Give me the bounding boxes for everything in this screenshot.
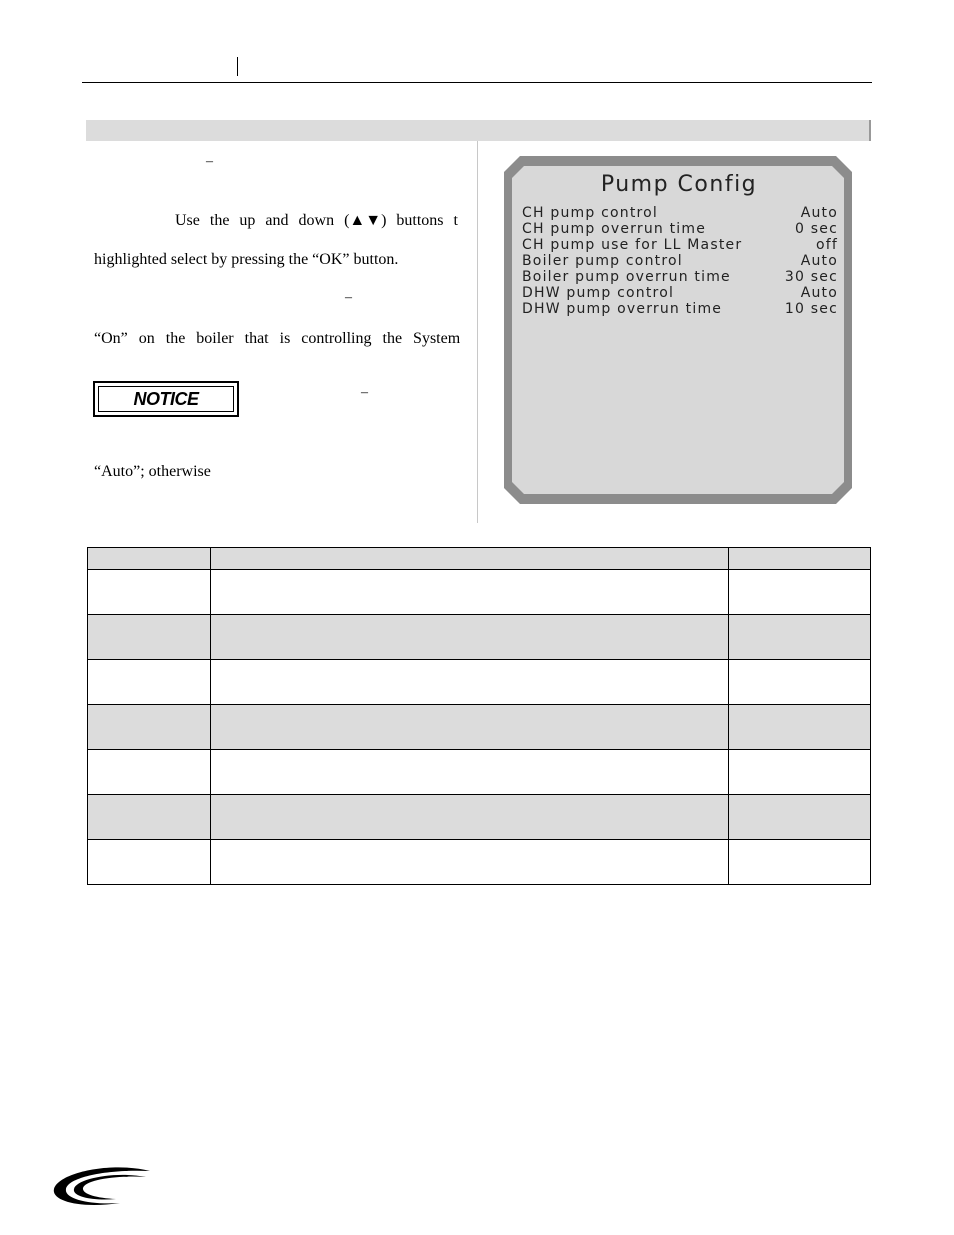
table-cell — [210, 660, 728, 705]
parameter-table — [87, 547, 871, 885]
table-row — [88, 660, 871, 705]
setting-value: 0 sec — [795, 221, 838, 237]
instruction-line-3: “On” on the boiler that is controlling the System — [94, 330, 461, 347]
table-row — [88, 840, 871, 885]
instruction-text: Use the up and down (▲▼) buttons t — [175, 212, 458, 229]
setting-label: DHW pump overrun time — [522, 301, 723, 317]
column-divider — [477, 141, 478, 523]
table-cell — [210, 705, 728, 750]
notice-badge — [93, 381, 239, 417]
table-cell — [88, 615, 211, 660]
lcd-setting-row[interactable] — [522, 253, 838, 269]
header-rule — [82, 82, 872, 83]
header-divider-tick — [237, 57, 238, 76]
table-cell — [729, 615, 871, 660]
setting-value: Auto — [800, 285, 838, 301]
table-cell — [729, 570, 871, 615]
lcd-screen-title: Pump Config — [600, 172, 758, 197]
lcd-setting-row[interactable] — [522, 205, 838, 221]
lcd-setting-row[interactable] — [522, 269, 838, 285]
dash-mark: – — [361, 385, 368, 400]
dash-mark: – — [206, 154, 213, 169]
table-header-cell — [210, 548, 728, 570]
table-row — [88, 570, 871, 615]
setting-value: Auto — [800, 205, 838, 221]
instruction-line-4: “Auto”; otherwise — [94, 463, 211, 480]
brand-logo-swoosh — [50, 1163, 160, 1213]
lcd-setting-row[interactable] — [522, 285, 838, 301]
table-cell — [88, 795, 211, 840]
table-row — [88, 795, 871, 840]
setting-label: Boiler pump control — [522, 253, 683, 269]
table-cell — [88, 750, 211, 795]
lcd-settings-list — [522, 205, 838, 317]
table-row — [88, 750, 871, 795]
table-row — [88, 705, 871, 750]
lcd-setting-row[interactable] — [522, 301, 838, 317]
table-cell — [210, 840, 728, 885]
lcd-setting-row[interactable] — [522, 237, 838, 253]
table-cell — [729, 840, 871, 885]
notice-label: NOTICE — [98, 386, 234, 412]
section-heading-band — [86, 120, 871, 141]
table-cell — [88, 660, 211, 705]
table-cell — [88, 840, 211, 885]
table-cell — [210, 795, 728, 840]
instruction-line-2: highlighted select by pressing the “OK” button. — [94, 251, 399, 268]
table-header-row — [88, 548, 871, 570]
table-cell — [88, 705, 211, 750]
table-cell — [210, 615, 728, 660]
table-cell — [729, 750, 871, 795]
table-cell — [729, 705, 871, 750]
setting-value: 10 sec — [784, 301, 838, 317]
setting-label: CH pump overrun time — [522, 221, 707, 237]
setting-value: Auto — [800, 253, 838, 269]
table-row — [88, 615, 871, 660]
setting-label: Boiler pump overrun time — [522, 269, 731, 285]
table-cell — [729, 660, 871, 705]
lcd-setting-row[interactable] — [522, 221, 838, 237]
table-cell — [729, 795, 871, 840]
setting-value: off — [815, 237, 838, 253]
table-cell — [88, 570, 211, 615]
setting-label: DHW pump control — [522, 285, 675, 301]
setting-value: 30 sec — [784, 269, 838, 285]
setting-label: CH pump use for LL Master — [522, 237, 743, 253]
table-header-cell — [88, 548, 211, 570]
setting-label: CH pump control — [522, 205, 659, 221]
table-cell — [210, 750, 728, 795]
table-header-cell — [729, 548, 871, 570]
table-cell — [210, 570, 728, 615]
instruction-line-1 — [175, 211, 460, 231]
dash-mark: – — [345, 290, 352, 305]
